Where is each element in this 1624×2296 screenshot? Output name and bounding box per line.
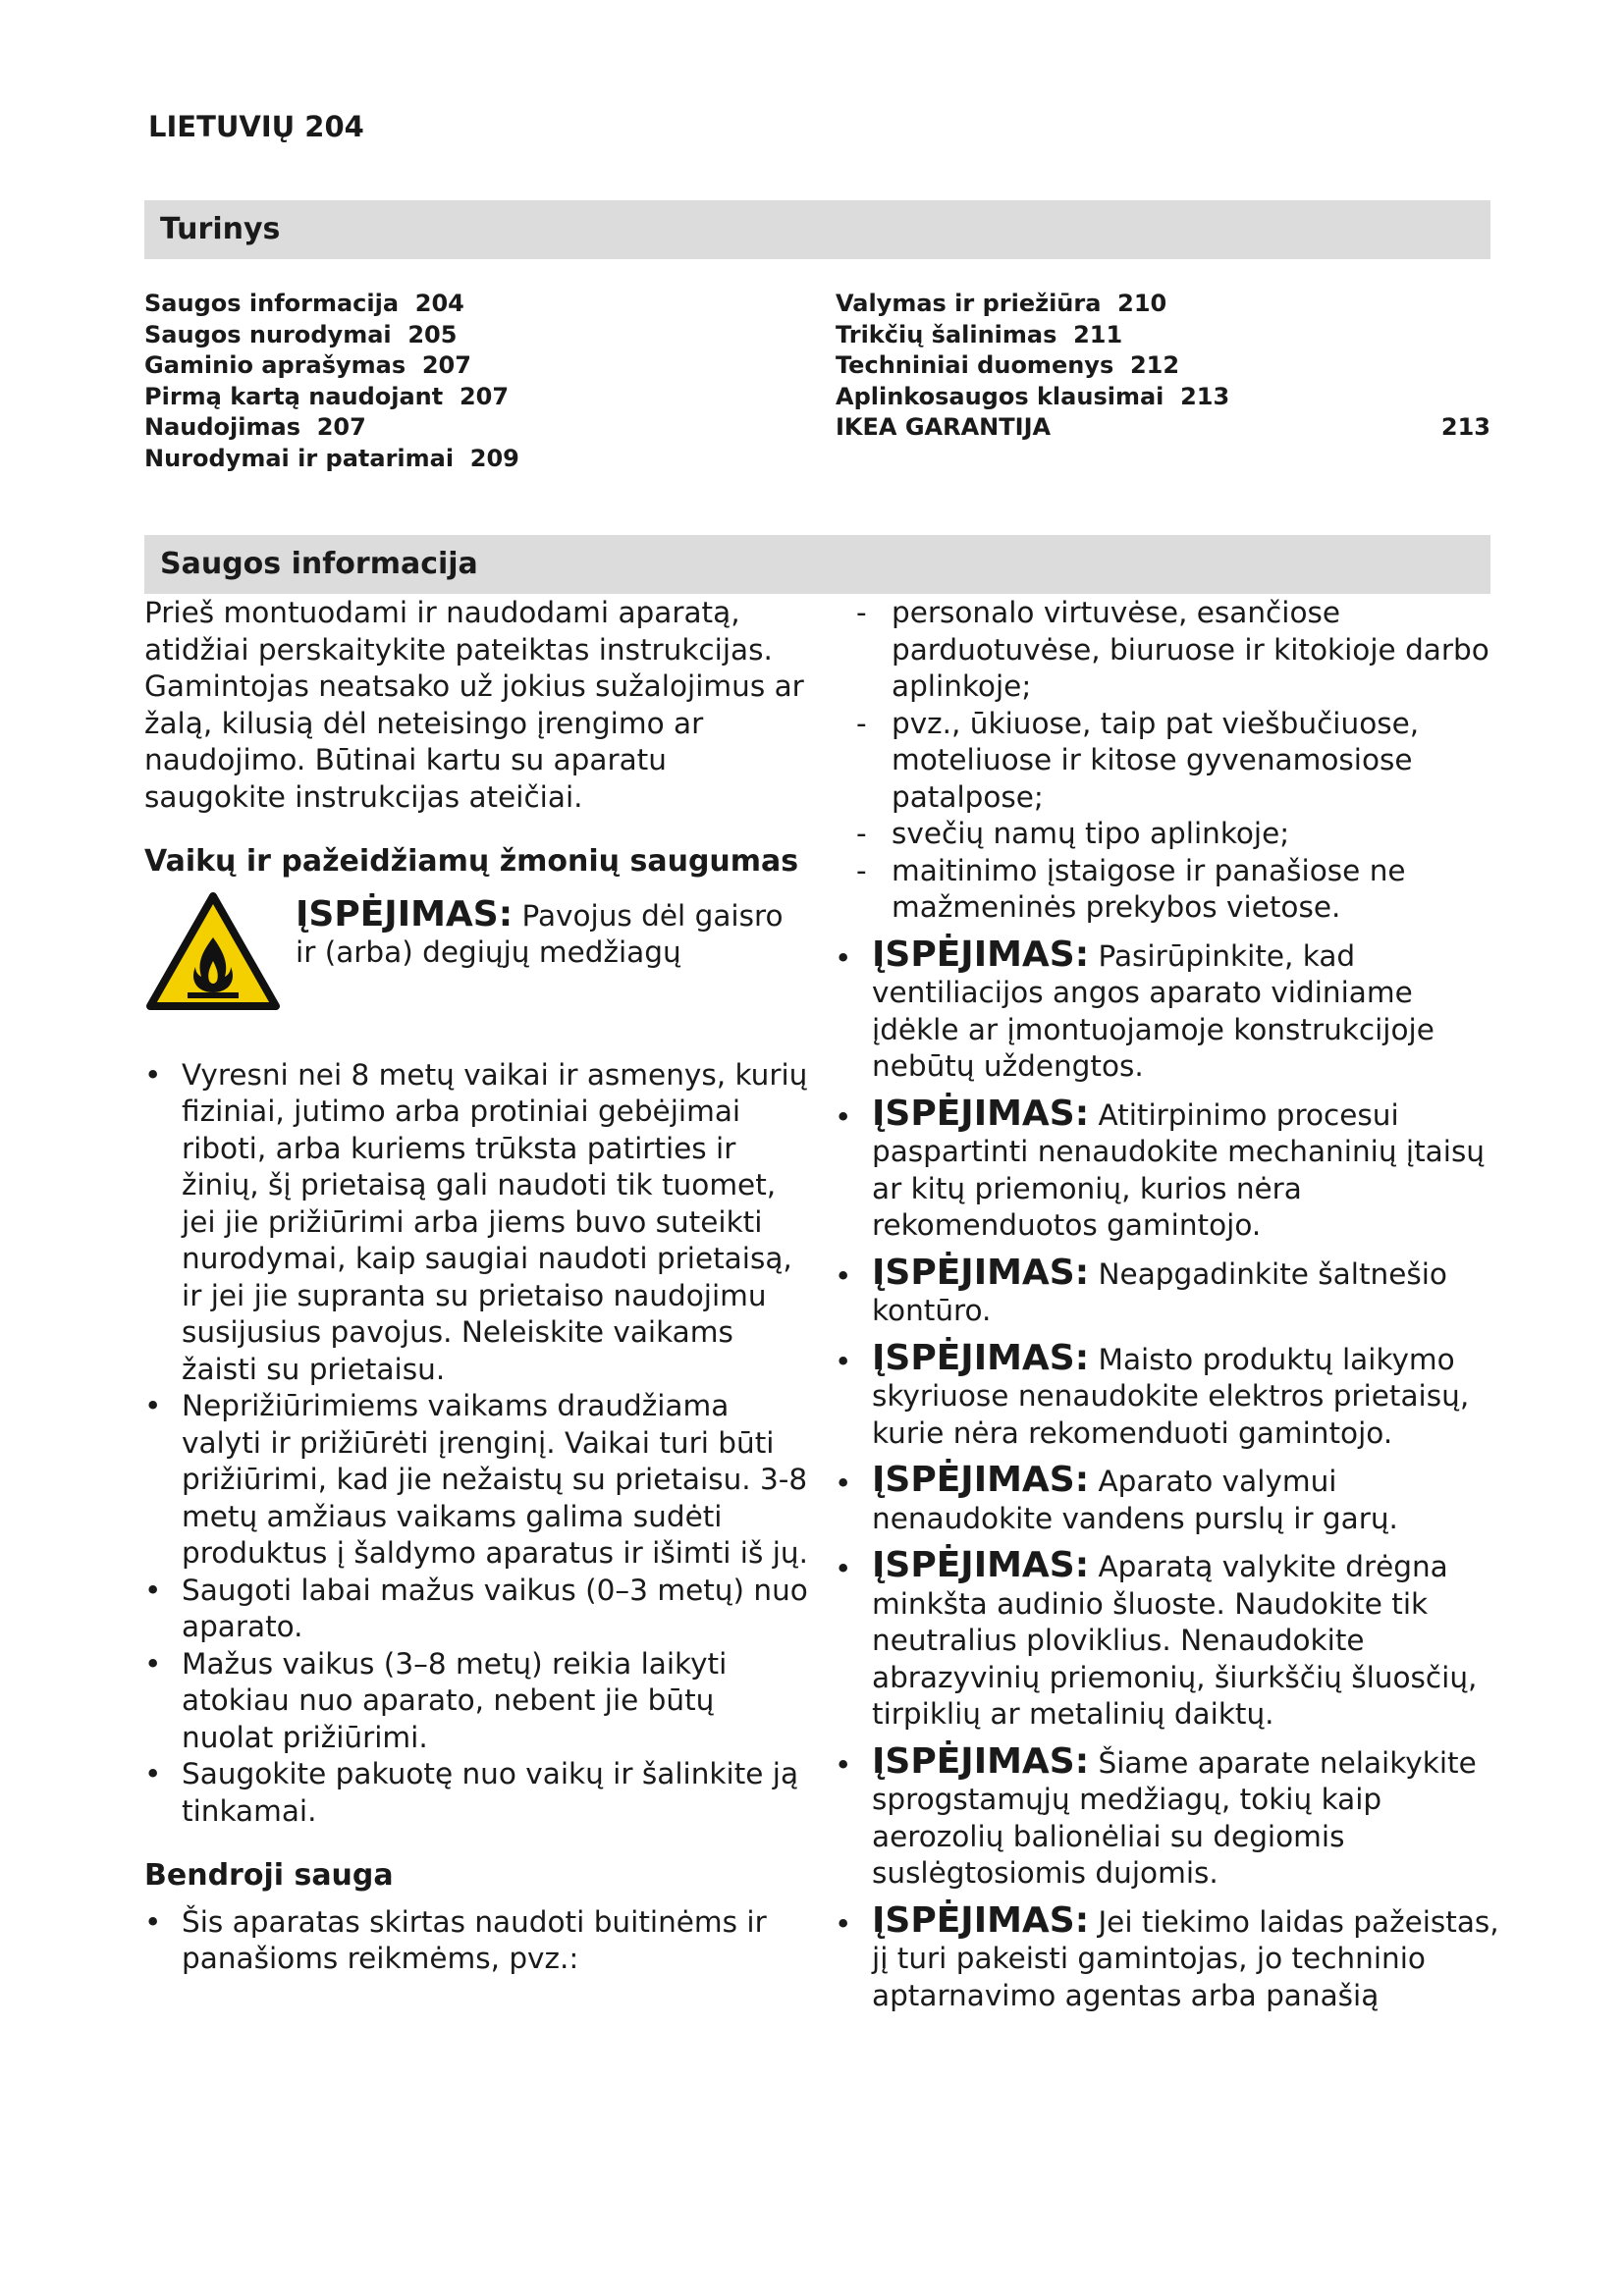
warning-item [835, 1252, 1502, 1330]
list-item: • Vyresni nei 8 metų vaikai ir asmenys, kurių fiziniai, jutimo arba protiniai gebėjimai riboti, arba kuriems trūksta patirties ir žinių, šį prietaisą gali naudoti tik tuomet, jei jie prižiūrimi arba jiems buvo suteikti nurodymai, kaip saugiai naudoti prietaisą, ir jei jie supranta su prietaiso naudojimu susijusius pavojus. Neleiskite vaikams žaisti su prietaisu. [144, 1057, 812, 1389]
warning-text: Atitirpinimo procesui paspartinti nenaudokite mechaninių įtaisų ar kitų priemonių, kurios nėra rekomenduotos gamintojo. [872, 1097, 1486, 1242]
warning-keyword: ĮSPĖJIMAS: [872, 1899, 1090, 1941]
children-safety-heading: Vaikų ir pažeidžiamų žmonių saugumas [144, 844, 799, 879]
toc-entry-label: IKEA GARANTIJA [836, 413, 1052, 442]
warning-text: Šiame aparate nelaikykite sprogstamųjų medžiagų, tokių kaip aerozolių balionėliai su degiomis suslėgtosiomis dujomis. [872, 1745, 1477, 1890]
warning-text: Aparato valymui nenaudokite vandens purslų ir garų. [872, 1465, 1398, 1535]
warning-item [835, 1899, 1502, 2015]
general-safety-heading: Bendroji sauga [144, 1858, 394, 1893]
list-item: • Mažus vaikus (3–8 metų) reikia laikyti atokiau nuo aparato, nebent jie būtų nuolat prižiūrimi. [144, 1646, 812, 1757]
flammable-warning-icon [144, 890, 282, 1012]
warning-text: Aparatą valykite drėgna minkšta audinio šluoste. Naudokite tik neutralius ploviklius. Nenaudokite abrazyvinių priemonių, šiurkščių šluosčių, tirpiklių ar metalinių daiktų. [872, 1550, 1478, 1731]
warning-keyword: ĮSPĖJIMAS: [872, 934, 1090, 975]
warning-text: Pasirūpinkite, kad ventiliacijos angos aparato vidiniame įdėkle ar įmontuojamoje konstrukcijoje nebūtų uždengtos. [872, 938, 1435, 1083]
warning-text: Pavojus dėl gaisro ir (arba) degiųjų medžiagų [296, 898, 784, 969]
warning-keyword: ĮSPĖJIMAS: [872, 1740, 1090, 1782]
general-safety-list [144, 1904, 812, 1978]
toc-heading: Turinys [144, 200, 1490, 259]
toc-entry[interactable]: Techniniai duomenys 212 [836, 351, 1180, 380]
toc-entry[interactable]: Naudojimas 207 [144, 413, 366, 442]
list-item: - maitinimo įstaigose ir panašiose ne mažmeninės prekybos vietose. [854, 853, 1502, 927]
intro-paragraph: Prieš montuodami ir naudodami aparatą, atidžiai perskaitykite pateiktas instrukcijas. Gamintojas neatsako už jokius sužalojimus ar žalą, kilusią dėl neteisingo įrengimo ar naudojimo. Būtinai kartu su aparatu saugokite instrukcijas ateičiai. [144, 596, 804, 814]
fire-warning-text [296, 893, 806, 972]
warning-text: Neapgadinkite šaltnešio kontūro. [872, 1256, 1447, 1327]
list-item: • Saugokite pakuotę nuo vaikų ir šalinkite ją tinkamai. [144, 1756, 812, 1830]
toc-entry[interactable]: Saugos nurodymai 205 [144, 320, 458, 348]
warning-item [835, 1740, 1502, 1893]
right-column [835, 595, 1502, 2014]
usage-environments-list [835, 595, 1502, 927]
toc-entry[interactable]: Gaminio aprašymas 207 [144, 351, 471, 380]
warning-keyword: ĮSPĖJIMAS: [872, 1545, 1090, 1585]
toc-left-column [144, 289, 519, 475]
list-item: • Šis aparatas skirtas naudoti buitinėms ir panašioms reikmėms, pvz.: [144, 1904, 812, 1978]
list-item: - pvz., ūkiuose, taip pat viešbučiuose, moteliuose ir kitose gyvenamosiose patalpose; [854, 706, 1502, 817]
warning-keyword: ĮSPĖJIMAS: [872, 1337, 1090, 1378]
warning-text: Maisto produktų laikymo skyriuose nenaudokite elektros prietaisų, kurie nėra rekomenduoti gamintojo. [872, 1342, 1470, 1450]
warning-item [835, 1095, 1502, 1245]
toc-entry-warranty[interactable] [836, 412, 1490, 444]
toc-entry[interactable]: Pirmą kartą naudojant 207 [144, 382, 510, 410]
fire-warning [144, 890, 812, 1045]
toc-entry[interactable]: Trikčių šalinimas 211 [836, 320, 1123, 348]
warning-item [835, 936, 1502, 1086]
list-item: - personalo virtuvėse, esančiose parduotuvėse, biuruose ir kitokioje darbo aplinkoje; [854, 595, 1502, 706]
toc-entry[interactable]: Nurodymai ir patarimai 209 [144, 444, 519, 472]
warning-item [835, 1547, 1502, 1734]
toc-right-column [836, 289, 1490, 444]
list-item: • Saugoti labai mažus vaikus (0–3 metų) nuo aparato. [144, 1573, 812, 1646]
warning-keyword: ĮSPĖJIMAS: [872, 1093, 1090, 1134]
left-column [144, 595, 812, 1978]
warnings-list [835, 936, 1502, 2015]
page-header: LIETUVIŲ 204 [148, 110, 364, 143]
toc-entry[interactable]: Aplinkosaugos klausimai 213 [836, 382, 1230, 410]
section-heading-safety: Saugos informacija [144, 535, 1490, 594]
list-item: • Neprižiūrimiems vaikams draudžiama valyti ir prižiūrėti įrenginį. Vaikai turi būti prižiūrimi, kad jie nežaistų su prietaisu. 3-8 metų amžiaus vaikams galima sudėti produktus į šaldymo aparatus ir išimti iš jų. [144, 1388, 812, 1573]
warning-keyword: ĮSPĖJIMAS: [296, 893, 514, 934]
warning-item [835, 1337, 1502, 1453]
list-item: - svečių namų tipo aplinkoje; [854, 816, 1502, 853]
toc-entry-page: 213 [1440, 413, 1490, 442]
toc-entry[interactable]: Saugos informacija 204 [144, 290, 464, 317]
warning-keyword: ĮSPĖJIMAS: [872, 1460, 1090, 1500]
warning-item [835, 1462, 1502, 1537]
warning-keyword: ĮSPĖJIMAS: [872, 1252, 1090, 1293]
warning-text: Jei tiekimo laidas pažeistas, jį turi pakeisti gamintojas, jo techninio aptarnavimo agentas arba panašią [872, 1904, 1499, 2012]
toc-entry[interactable]: Valymas ir priežiūra 210 [836, 290, 1167, 317]
children-safety-list [144, 1057, 812, 1831]
